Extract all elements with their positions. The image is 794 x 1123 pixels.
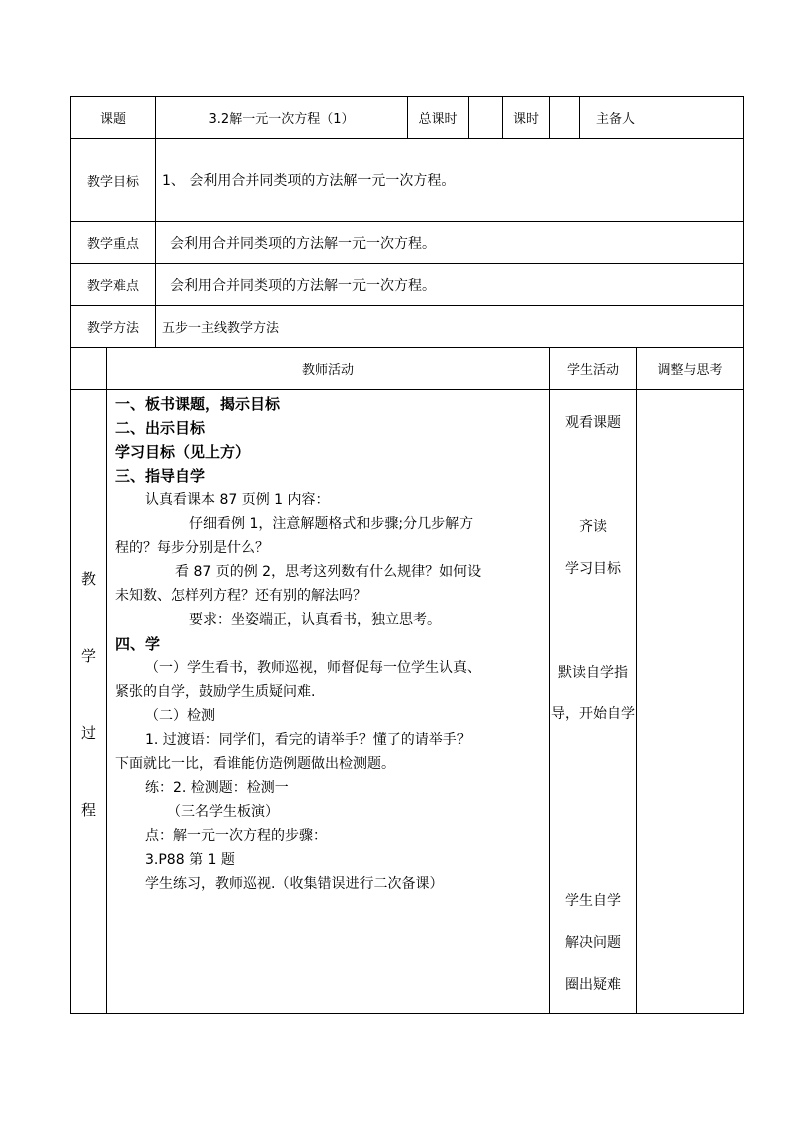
teacher-line: 三、指导自学	[115, 467, 206, 485]
teacher-line: 3.P88 第 1 题	[145, 852, 235, 868]
header-row	[71, 97, 744, 139]
teacher-line: （三名学生板演）	[167, 804, 279, 820]
student-line: 齐读	[579, 519, 608, 535]
teacher-line: （二）检测	[145, 708, 215, 724]
key-point-row	[71, 222, 744, 264]
student-line: 导，开始自学	[551, 706, 636, 722]
goals-row	[71, 139, 744, 222]
total-hours-value	[469, 97, 503, 139]
teacher-line: 二、出示目标	[115, 419, 206, 437]
difficulty-row	[71, 264, 744, 306]
student-line: 学生自学	[565, 893, 622, 909]
method-row	[71, 306, 744, 348]
method-text: 五步一主线教学方法	[156, 306, 744, 348]
teacher-line: 1. 过渡语：同学们，看完的请举手？懂了的请举手？	[145, 732, 471, 748]
teacher-line: 下面就比一比，看谁能仿造例题做出检测题。	[115, 756, 395, 772]
teacher-line: 仔细看例 1，注意解题格式和步骤;分几步解方	[189, 516, 474, 532]
process-char: 教	[80, 570, 96, 588]
process-char: 过	[80, 724, 96, 742]
teacher-line: （一）学生看书，教师巡视，师督促每一位学生认真、	[145, 660, 481, 676]
key-point-label: 教学重点	[71, 222, 156, 264]
columns-header-row	[71, 348, 744, 390]
student-line: 观看课题	[565, 415, 622, 431]
hour-value	[550, 97, 580, 139]
teacher-line: 学习目标（见上方）	[115, 443, 251, 461]
teacher-line: 看 87 页的例 2，思考这列数有什么规律？如何设	[175, 564, 482, 580]
goals-label: 教学目标	[71, 139, 156, 222]
process-char: 学	[80, 647, 96, 665]
teacher-activity-cell	[107, 390, 550, 1014]
adjust-cell	[637, 390, 744, 1014]
student-column-header: 学生活动	[550, 348, 637, 390]
topic-value: 3.2解一元一次方程（1）	[156, 97, 408, 139]
student-line: 默读自学指	[558, 665, 629, 681]
student-line: 圈出疑难	[565, 977, 622, 993]
difficulty-label: 教学难点	[71, 264, 156, 306]
teacher-line: 未知数、怎样列方程？还有别的解法吗？	[115, 588, 367, 604]
teacher-line: 四、学	[115, 635, 161, 653]
student-activity-cell	[550, 390, 637, 1014]
preparer-label: 主备人	[580, 97, 744, 139]
adjust-column-header: 调整与思考	[637, 348, 744, 390]
lesson-plan-table	[70, 96, 744, 1014]
teacher-line: 学生练习，教师巡视.（收集错误进行二次备课）	[145, 876, 444, 892]
student-line: 解决问题	[565, 935, 622, 951]
key-point-text: 会利用合并同类项的方法解一元一次方程。	[156, 222, 744, 264]
teacher-line: 程的？每步分别是什么？	[115, 540, 269, 556]
process-row	[71, 390, 744, 1014]
blank-corner-cell	[71, 348, 107, 390]
total-hours-label: 总课时	[408, 97, 469, 139]
teacher-line: 紧张的自学，鼓励学生质疑问难.	[115, 684, 316, 700]
hour-label: 课时	[503, 97, 550, 139]
process-char: 程	[80, 801, 96, 819]
teacher-line: 认真看课本 87 页例 1 内容：	[145, 492, 330, 508]
process-label	[71, 390, 107, 1014]
method-label: 教学方法	[71, 306, 156, 348]
teacher-line: 练：2. 检测题：检测一	[145, 780, 289, 796]
teacher-line: 一、板书课题，揭示目标	[115, 395, 281, 413]
difficulty-text: 会利用合并同类项的方法解一元一次方程。	[156, 264, 744, 306]
topic-label: 课题	[71, 97, 156, 139]
goals-text: 1、 会利用合并同类项的方法解一元一次方程。	[156, 139, 744, 222]
teacher-line: 要求：坐姿端正，认真看书，独立思考。	[189, 612, 441, 628]
teacher-column-header: 教师活动	[107, 348, 550, 390]
student-line: 学习目标	[565, 561, 622, 577]
teacher-line: 点：解一元一次方程的步骤：	[145, 828, 327, 844]
